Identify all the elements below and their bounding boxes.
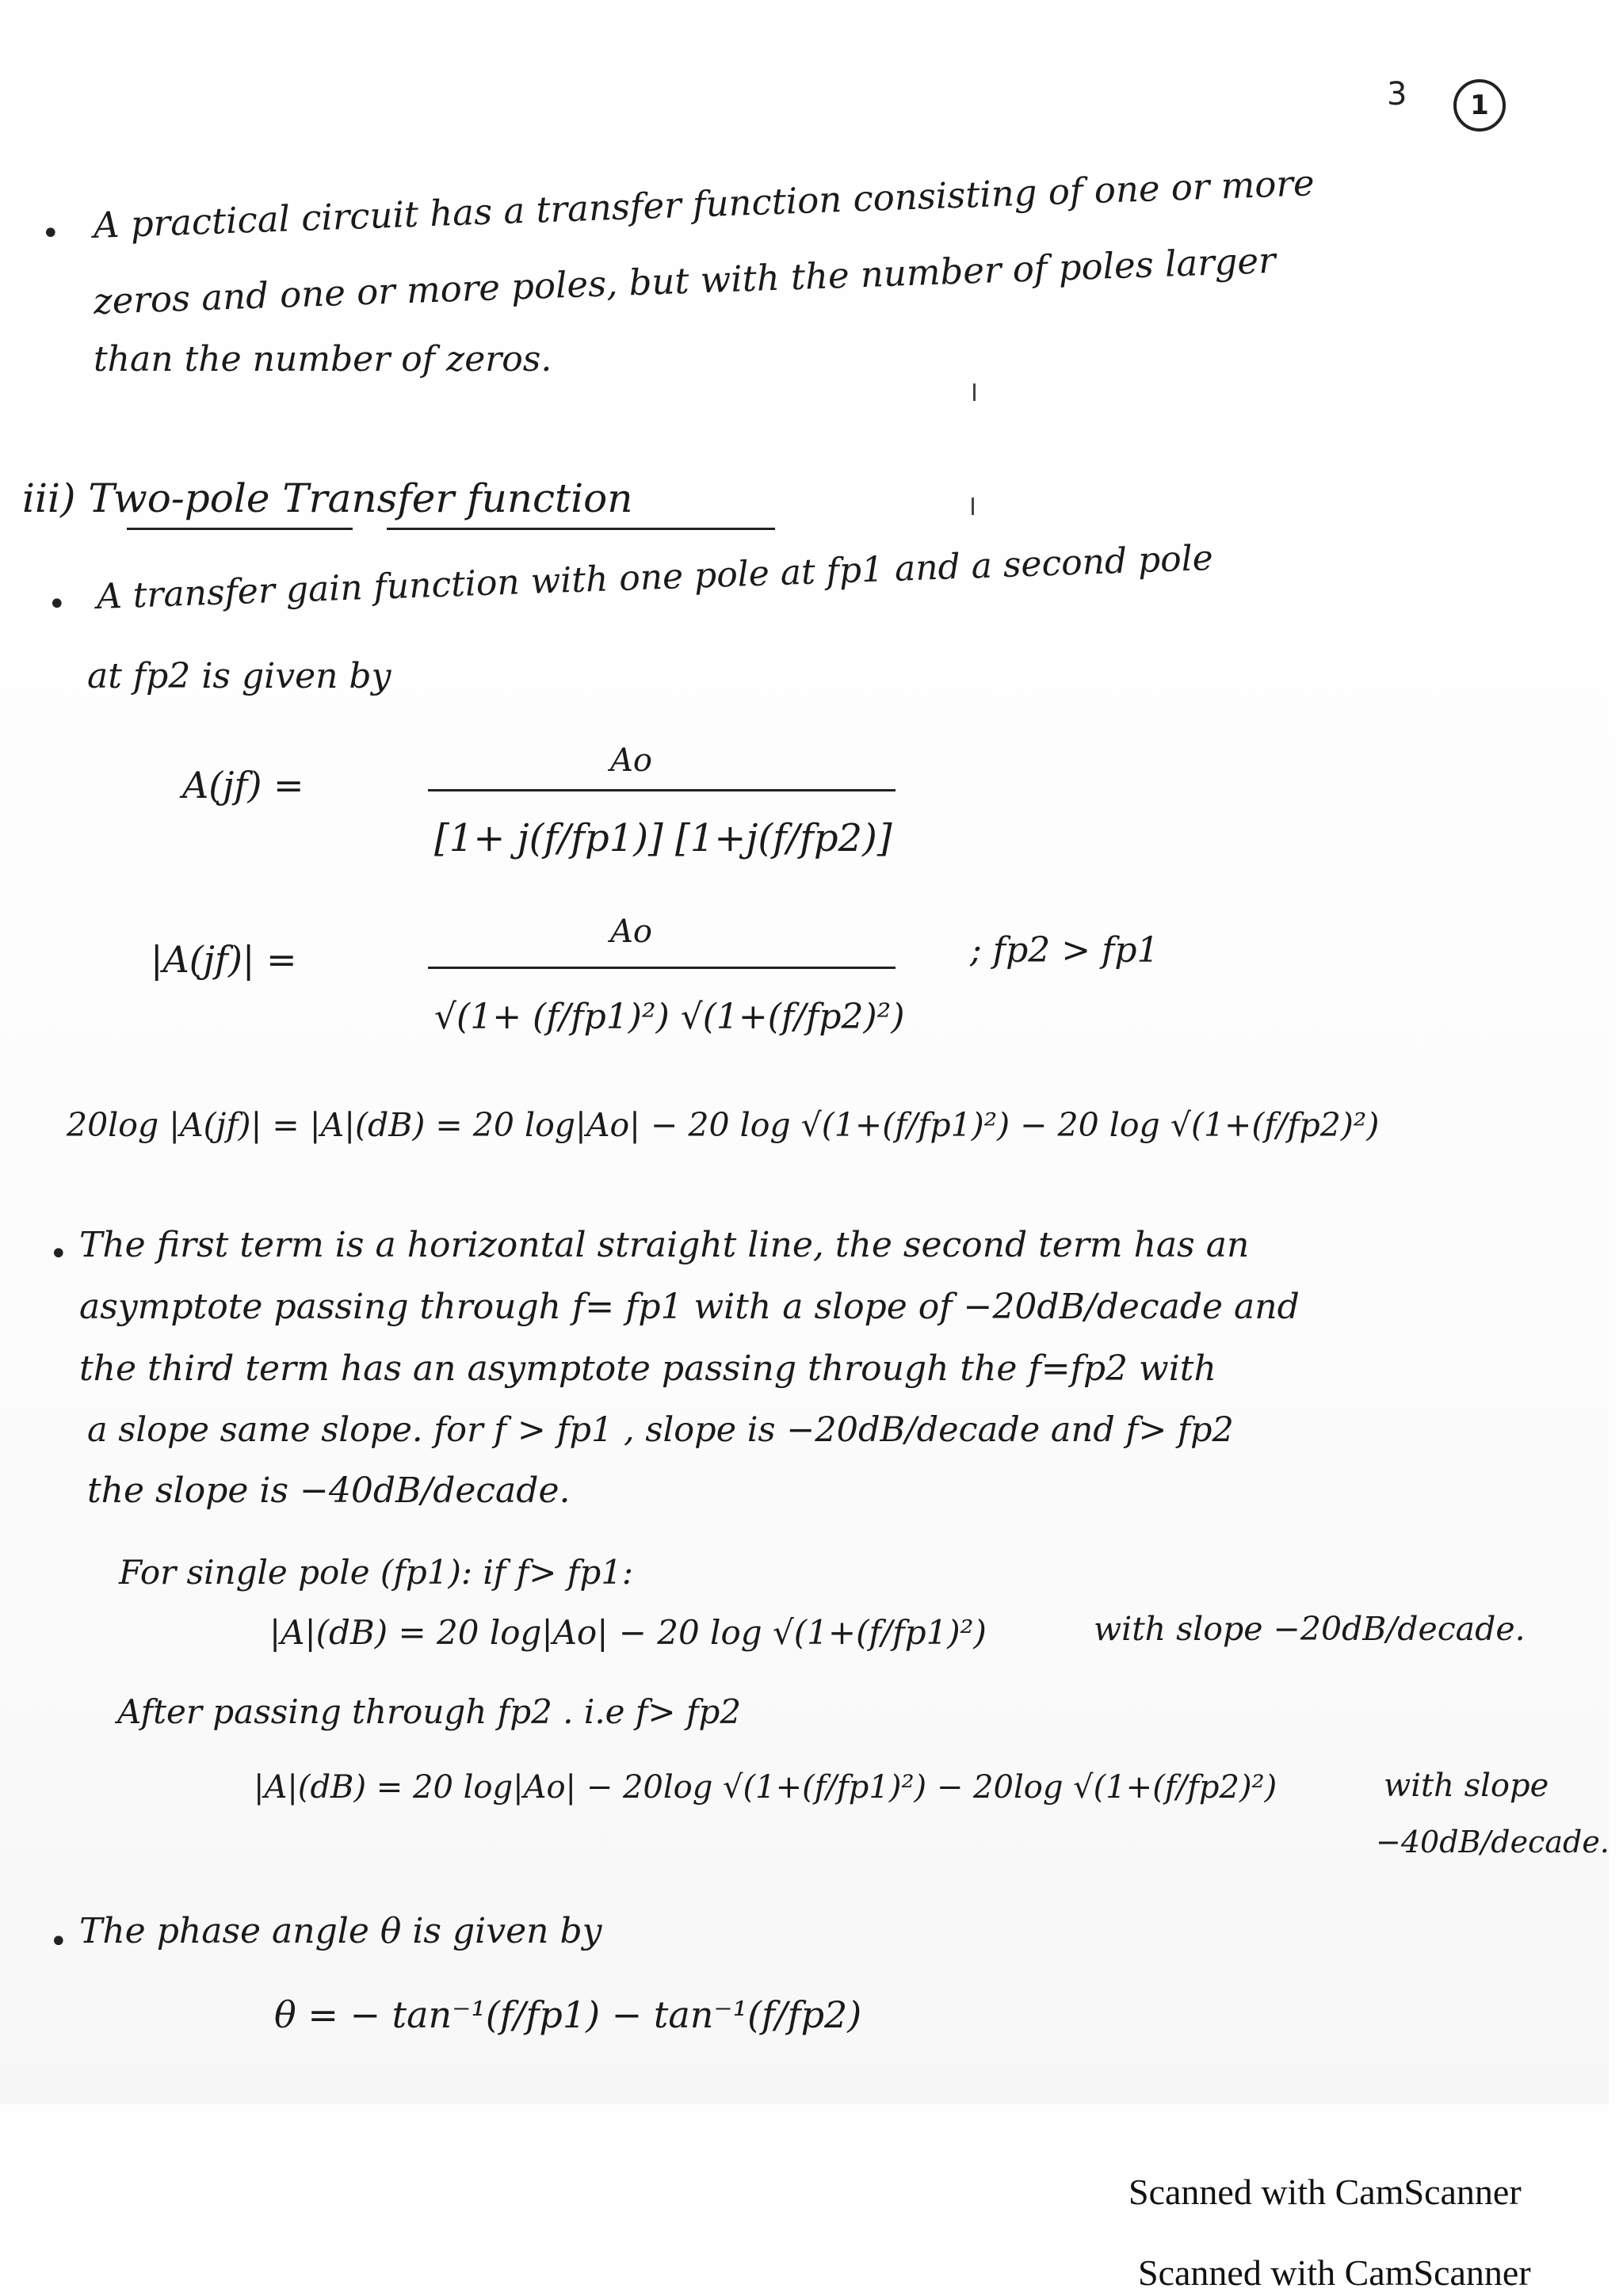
circled-number-text: 1 xyxy=(1470,90,1489,121)
explain-line-5: the slope is −40dB/decade. xyxy=(87,1470,571,1511)
explain-line-4: a slope same slope. for f > fp1 , slope is −20dB/decade and f> fp2 xyxy=(87,1410,1234,1450)
intro-line-3: than the number of zeros. xyxy=(94,339,552,379)
phase-eq: θ = − tan⁻¹(f/fp1) − tan⁻¹(f/fp2) xyxy=(274,1993,862,2036)
single-pole-eq: |A|(dB) = 20 log|Ao| − 20 log √(1+(f/fp1)²) xyxy=(269,1613,987,1652)
single-pole-note: with slope −20dB/decade. xyxy=(1094,1610,1526,1648)
explain-line-3: the third term has an asymptote passing through the f=fp2 with xyxy=(79,1348,1216,1389)
heading-underline-1 xyxy=(127,528,353,530)
eq1-lhs: A(jf) = xyxy=(182,764,304,807)
eq2-lhs: |A(jf)| = xyxy=(151,938,297,981)
eq2-condition: ; fp2 > fp1 xyxy=(970,930,1159,971)
eq3: 20log |A(jf)| = |A|(dB) = 20 log|Ao| − 20 log √(1+(f/fp1)²) − 20 log √(1+(f/fp2)²) xyxy=(67,1106,1380,1144)
eq2-fraction-bar xyxy=(428,967,896,969)
pen-mark xyxy=(973,383,976,401)
bullet-dot: • xyxy=(48,586,67,623)
explain-line-2: asymptote passing through f= fp1 with a slope of −20dB/decade and xyxy=(79,1287,1300,1327)
def-line-2: at fp2 is given by xyxy=(87,656,391,696)
single-pole-intro: For single pole (fp1): if f> fp1: xyxy=(119,1553,634,1592)
eq1-denominator: [1+ j(f/fp1)] [1+j(f/fp2)] xyxy=(434,816,892,860)
def-line-1: A transfer gain function with one pole at fp1 and a second pole xyxy=(96,537,1214,617)
after-intro: After passing through fp2 . i.e f> fp2 xyxy=(117,1692,742,1731)
circled-page-number xyxy=(1453,79,1506,132)
camscanner-watermark-1: Scanned with CamScanner xyxy=(1128,2172,1522,2212)
heading-underline-2 xyxy=(387,528,775,530)
eq1-numerator: Ao xyxy=(610,742,652,779)
bullet-dot: • xyxy=(49,1924,68,1960)
bullet-dot: • xyxy=(49,1236,68,1272)
explain-line-1: The first term is a horizontal straight line, the second term has an xyxy=(79,1225,1250,1265)
intro-line-1: A practical circuit has a transfer function consisting of one or more xyxy=(93,162,1316,246)
eq2-numerator: Ao xyxy=(610,913,652,950)
bullet-dot: • xyxy=(41,215,60,252)
after-eq: |A|(dB) = 20 log|Ao| − 20log √(1+(f/fp1)²) − 20log √(1+(f/fp2)²) xyxy=(254,1769,1277,1806)
eq2-denominator: √(1+ (f/fp1)²) √(1+(f/fp2)²) xyxy=(434,997,905,1037)
eq1-fraction-bar xyxy=(428,789,896,791)
after-note-2: −40dB/decade. xyxy=(1376,1825,1610,1859)
camscanner-watermark-2: Scanned with CamScanner xyxy=(1138,2252,1531,2293)
page-marker: 3 xyxy=(1387,76,1407,113)
intro-line-2: zeros and one or more poles, but with the number of poles larger xyxy=(93,238,1277,322)
phase-intro: The phase angle θ is given by xyxy=(79,1911,602,1951)
after-note-1: with slope xyxy=(1384,1768,1549,1804)
pen-mark xyxy=(972,498,974,515)
section-heading: iii) Two-pole Transfer function xyxy=(22,475,633,521)
